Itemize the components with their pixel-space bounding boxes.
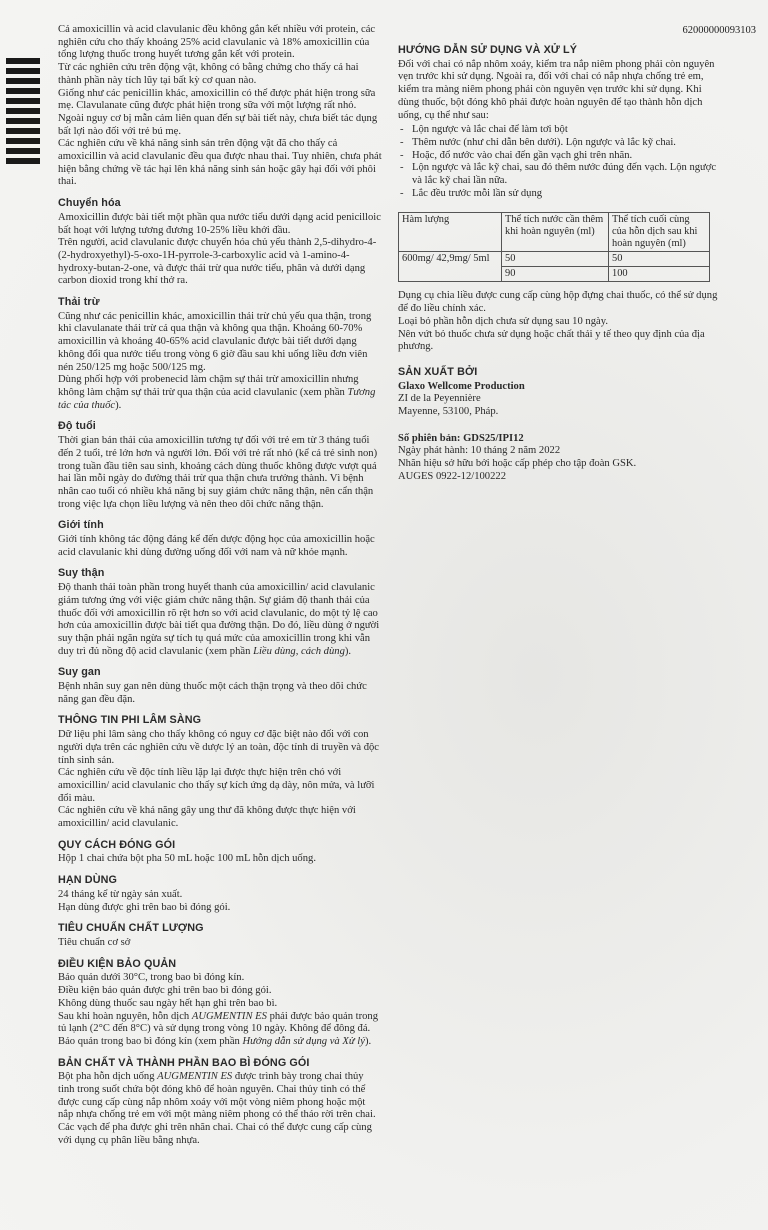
text-run: được trình bày trong chai thủy tinh trong suốt chứa bột đóng khô để hoàn nguyên. Chai thủy tinh có thể được cung cấp cùng nắp nhôm xoáy với một vòng niêm phong hoặc một nắp nhựa chống trẻ em với một màng niêm phong có thể tháo rời trên chai. Các vạch để pha được ghi trên nhãn chai. Chai có thể được cung cấp cùng với dụng cụ phân liều bằng nhựa. xyxy=(58,1071,376,1146)
paragraph: Amoxicillin được bài tiết một phần qua nước tiểu dưới dạng acid penicilloic bất hoạt với lượng tương đương 10-25% liều khởi đầu. xyxy=(58,211,381,236)
list-item: - Lộn ngược và lắc kỹ chai, sau đó thêm nước đúng đến vạch. Lộn ngược và lắc kỹ chai lần nữa. xyxy=(412,162,722,187)
paragraph: Bệnh nhân suy gan nên dùng thuốc một cách thận trọng và theo dõi chức năng gan đều đặn. xyxy=(58,681,367,705)
paragraph: Điều kiện bảo quản được ghi trên bao bì đóng gói. xyxy=(58,985,272,997)
paragraph: Đối với chai có nắp nhôm xoáy, kiểm tra nắp niêm phong phải còn nguyên vẹn trước khi sử dụng. Ngoài ra, đối với chai có nắp nhựa chống trẻ em, kiểm tra màng niêm phong phải còn nguyên vẹn trước khi sử dụng. Khi dùng thuốc, bột đóng khô phải được hoàn nguyên để tạo thành hỗn dịch uống, cụ thể như sau: xyxy=(398,58,715,121)
table-cell: 600mg/ 42,9mg/ 5ml xyxy=(399,252,502,282)
section-title-hepatic: Suy gan xyxy=(58,666,101,679)
paragraph: Không dùng thuốc sau ngày hết hạn ghi trên bao bì. xyxy=(58,997,278,1009)
section-title-age: Độ tuổi xyxy=(58,420,96,433)
table-cell: 50 xyxy=(609,252,710,267)
text-run: ). xyxy=(344,645,352,657)
table-cell: 100 xyxy=(609,267,710,282)
product-name: AUGMENTIN ES xyxy=(157,1071,233,1083)
text-run: Sau khi hoàn nguyên, hỗn dịch xyxy=(58,1010,192,1022)
section-title-metabolism: Chuyển hóa xyxy=(58,197,121,210)
table-header-row xyxy=(399,213,710,252)
paragraph: Nên vứt bỏ thuốc chưa sử dụng hoặc chất thải y tế theo quy định của địa phương. xyxy=(398,328,705,353)
product-name: AUGMENTIN ES xyxy=(191,1010,267,1022)
section-title-preclinical: THÔNG TIN PHI LÂM SÀNG xyxy=(58,714,202,727)
list-item: - Thêm nước (như chỉ dẫn bên dưới). Lộn ngược và lắc kỹ chai. xyxy=(412,137,722,150)
text-run: Dùng phối hợp với probenecid làm chậm sự thải trừ amoxicillin nhưng không làm chậm sự thải trừ qua thận của acid clavulanic (xem phần xyxy=(58,374,359,398)
serial-number: 62000000093103 xyxy=(682,25,756,36)
section-title-renal: Suy thận xyxy=(58,567,105,580)
section-title-packaging: QUY CÁCH ĐÓNG GÓI xyxy=(58,838,176,851)
manufacturer-address: Mayenne, 53100, Pháp. xyxy=(398,406,499,418)
table-cell: 50 xyxy=(502,252,609,267)
text-run: ). xyxy=(115,399,122,411)
paragraph: 24 tháng kể từ ngày sản xuất. xyxy=(58,888,183,900)
paragraph: Các nghiên cứu về độc tính liều lặp lại được thực hiện trên chó với amoxicillin/ acid clavulanic cho thấy sự kích ứng dạ dày, nôn mửa, và lưỡi đổi màu. xyxy=(58,767,375,804)
paragraph xyxy=(58,374,382,412)
paragraph: Các nghiên cứu về khả năng sinh sản trên động vật đã cho thấy cả amoxicillin và acid clavulanic đều qua được nhau thai. Tuy nhiên, chưa phát hiện bằng chứng về tác hại lên khả năng sinh sản hoặc gây hại đối với phôi thai. xyxy=(58,138,382,188)
paragraph: Dụng cụ chia liều được cung cấp cùng hộp đựng chai thuốc, có thể sử dụng để đo liều chính xác. xyxy=(398,290,718,315)
list-item: - Lộn ngược và lắc chai để làm tơi bột xyxy=(412,124,722,137)
side-barcode xyxy=(6,58,40,178)
paragraph: Trên người, acid clavulanic được chuyển hóa chủ yếu thành 2,5-dihydro-4-(2-hydroxyethyl)-5-oxo-1H-pyrrole-3-carboxylic acid và 1-amino-4-hydroxy-butan-2-one, và được thải trừ qua nước tiểu, phân và dưới dạng carbon dioxid trong khí thở ra. xyxy=(58,237,377,287)
paragraph xyxy=(58,582,382,658)
reconstitution-steps xyxy=(398,124,722,200)
paragraph: Hộp 1 chai chứa bột pha 50 mL hoặc 100 mL hỗn dịch uống. xyxy=(58,853,316,865)
cross-reference: Liều dùng, cách dùng xyxy=(253,645,345,657)
paragraph: Giống như các penicillin khác, amoxicillin có thể được phát hiện trong sữa mẹ. Clavulanate cũng được phát hiện trong sữa với một lượng rất nhỏ. Ngoài nguy cơ bị mẫn cảm liên quan đến sự bài tiết này, chưa biết tác dụng bất lợi nào đối với trẻ bú mẹ. xyxy=(58,87,378,137)
right-column xyxy=(398,44,722,484)
paragraph xyxy=(58,1011,382,1049)
paragraph xyxy=(58,1071,382,1147)
section-title-usage: HƯỚNG DẪN SỬ DỤNG VÀ XỬ LÝ xyxy=(398,44,578,56)
left-column xyxy=(58,24,382,1148)
paragraph: Giới tính không tác động đáng kể đến dược động học của amoxicillin hoặc acid clavulanic khi dùng đường uống đối với nam và nữ khỏe mạnh. xyxy=(58,534,375,558)
section-title-container: BẢN CHẤT VÀ THÀNH PHẦN BAO BÌ ĐÓNG GÓI xyxy=(58,1056,310,1069)
version-number: Số phiên bản: GDS25/IPI12 xyxy=(398,432,524,444)
paragraph: Tiêu chuẩn cơ sở xyxy=(58,937,131,948)
text-run: Độ thanh thải toàn phần trong huyết thanh của amoxicillin/ acid clavulanic giảm tương ứng với việc giảm chức năng thận. Sự giảm độ thanh thải của thuốc đối với amoxicillin rõ rệt hơn so với acid clavulanic, do một tỷ lệ cao hơn của amoxicillin được bài tiết qua đường thận. Do đó, liều dùng ở người suy thận phải ngăn ngừa sự tích tụ quá mức của amoxicillin trong khi vẫn duy trì đủ nồng độ acid clavulanic (xem phần xyxy=(58,582,380,657)
text-run: Bột pha hỗn dịch uống xyxy=(58,1071,158,1083)
paragraph: Hạn dùng được ghi trên bao bì đóng gói. xyxy=(58,901,231,913)
text-run: phải được bảo quản trong tủ lạnh (2°C đến 8°C) và sử dụng trong vòng 10 ngày. Không để đông đá. Bảo quản trong bao bì đóng kín (xem phần xyxy=(58,1010,379,1047)
section-title-shelf-life: HẠN DÙNG xyxy=(58,874,117,887)
manufacturer-address: ZI de la Peyennière xyxy=(398,393,481,405)
table-cell: 90 xyxy=(502,267,609,282)
paragraph: Loại bỏ phần hỗn dịch chưa sử dụng sau 10 ngày. xyxy=(398,315,608,327)
section-title-storage: ĐIỀU KIỆN BẢO QUẢN xyxy=(58,957,177,970)
paragraph: Bảo quản dưới 30°C, trong bao bì đóng kín. xyxy=(58,972,245,984)
list-item: - Hoặc, đổ nước vào chai đến gần vạch ghi trên nhãn. xyxy=(412,150,722,163)
table-header: Thể tích nước cần thêm khi hoàn nguyên (ml) xyxy=(502,213,609,252)
cross-reference: Hướng dẫn sử dụng và Xử lý xyxy=(242,1035,365,1047)
table-header: Thể tích cuối cùng của hỗn dịch sau khi hoàn nguyên (ml) xyxy=(609,213,710,252)
section-title-elimination: Thải trừ xyxy=(58,296,100,309)
document-code: AUGES 0922-12/100222 xyxy=(398,470,506,482)
list-item: - Lắc đều trước mỗi lần sử dụng xyxy=(412,188,722,201)
paragraph: Dữ liệu phi lâm sàng cho thấy không có nguy cơ đặc biệt nào đối với con người dựa trên các nghiên cứu về dược lý an toàn, độc tính di truyền và độc tính sinh sản. xyxy=(58,729,379,766)
reconstitution-table xyxy=(398,212,710,282)
paragraph: Thời gian bán thải của amoxicillin tương tự đối với trẻ em từ 3 tháng tuổi đến 2 tuổi, trẻ lớn hơn và người lớn. Đối với trẻ rất nhỏ (kể cả trẻ sinh non) trong tuần đầu tiên sau sinh, khoảng cách dùng thuốc không được vượt quá hai lần mỗi ngày do đường thải trừ qua thận chưa trưởng thành. Vì bệnh nhân cao tuổi có nhiều khả năng bị suy giảm chức năng thận, nên cẩn thận trong việc lựa chọn liều lượng và nên theo dõi chức năng thận. xyxy=(58,435,378,510)
issue-date: Ngày phát hành: 10 tháng 2 năm 2022 xyxy=(398,445,561,457)
paragraph: Cũng như các penicillin khác, amoxicillin thải trừ chủ yếu qua thận, trong khi clavulanate thải trừ cả qua thận và không qua thận. Khoảng 60-70% amoxicillin và khoảng 40-65% acid clavulanic được bài tiết dưới dạng không đổi qua nước tiểu trong vòng 6 giờ đầu sau khi uống liều đơn viên nén 250/125 mg hoặc 500/125 mg. xyxy=(58,310,372,373)
section-title-quality: TIÊU CHUẨN CHẤT LƯỢNG xyxy=(58,922,204,935)
paragraph: Từ các nghiên cứu trên động vật, không có bằng chứng cho thấy cả hai thành phần này tích lũy tại bất kỳ cơ quan nào. xyxy=(58,62,359,86)
table-row xyxy=(399,252,710,267)
trademark-note: Nhãn hiệu sở hữu bởi hoặc cấp phép cho tập đoàn GSK. xyxy=(398,458,637,470)
paragraph: Cả amoxicillin và acid clavulanic đều không gắn kết nhiều với protein, các nghiên cứu cho thấy khoảng 25% acid clavulanic và 18% amoxicillin của tổng lượng thuốc trong huyết tương gắn kết với protein. xyxy=(58,24,376,61)
table-header: Hàm lượng xyxy=(399,213,502,252)
paragraph: Các nghiên cứu về khả năng gây ung thư đã không được thực hiện với amoxicillin/ acid clavulanic. xyxy=(58,805,356,830)
manufacturer-name: Glaxo Wellcome Production xyxy=(398,380,525,392)
cross-reference: Tương tác của thuốc xyxy=(58,386,376,411)
text-run: ). xyxy=(364,1035,372,1047)
section-title-manufacturer: SẢN XUẤT BỞI xyxy=(398,365,478,378)
section-title-gender: Giới tính xyxy=(58,519,104,532)
